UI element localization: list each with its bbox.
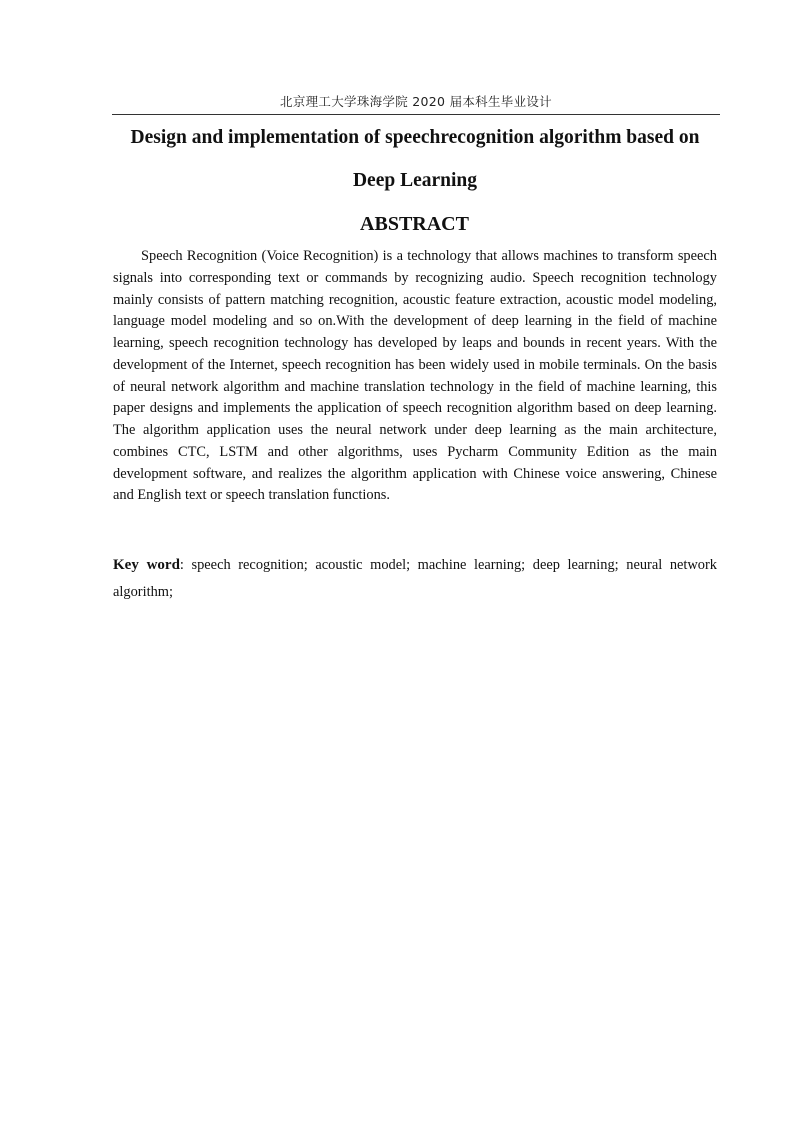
keywords-text: speech recognition; acoustic model; machine learning; deep learning; neural network algorithm; [113, 557, 717, 600]
thesis-title-line-2: Deep Learning [352, 170, 478, 191]
header-rule [112, 114, 720, 115]
keywords-paragraph [113, 552, 717, 606]
thesis-title-line-1: Design and implementation of speechrecognition algorithm based on [130, 127, 700, 148]
abstract-body: Speech Recognition (Voice Recognition) is a technology that allows machines to transform speech signals into corresponding text or commands by recognizing audio. Speech recognition technology mainly consists of pattern matching recognition, acoustic feature extraction, acoustic model modeling, language model modeling and so on.With the development of deep learning in the field of machine learning, speech recognition technology has developed by leaps and bounds in recent years. With the development of the Internet, speech recognition has been widely used in mobile terminals. On the basis of neural network algorithm and machine translation technology in the field of machine learning, this paper designs and implements the application of speech recognition algorithm based on deep learning. The algorithm application uses the neural network under deep learning as the main architecture, combines CTC, LSTM and other algorithms, uses Pycharm Community Edition as the main development software, and realizes the algorithm application with Chinese voice answering, Chinese and English text or speech translation functions. [113, 248, 717, 504]
running-header: 北京理工大学珠海学院 2020 届本科生毕业设计 [280, 94, 552, 109]
keywords-label: Key word [113, 557, 180, 573]
keywords-separator: : [179, 557, 192, 573]
abstract-heading: ABSTRACT [360, 213, 469, 235]
